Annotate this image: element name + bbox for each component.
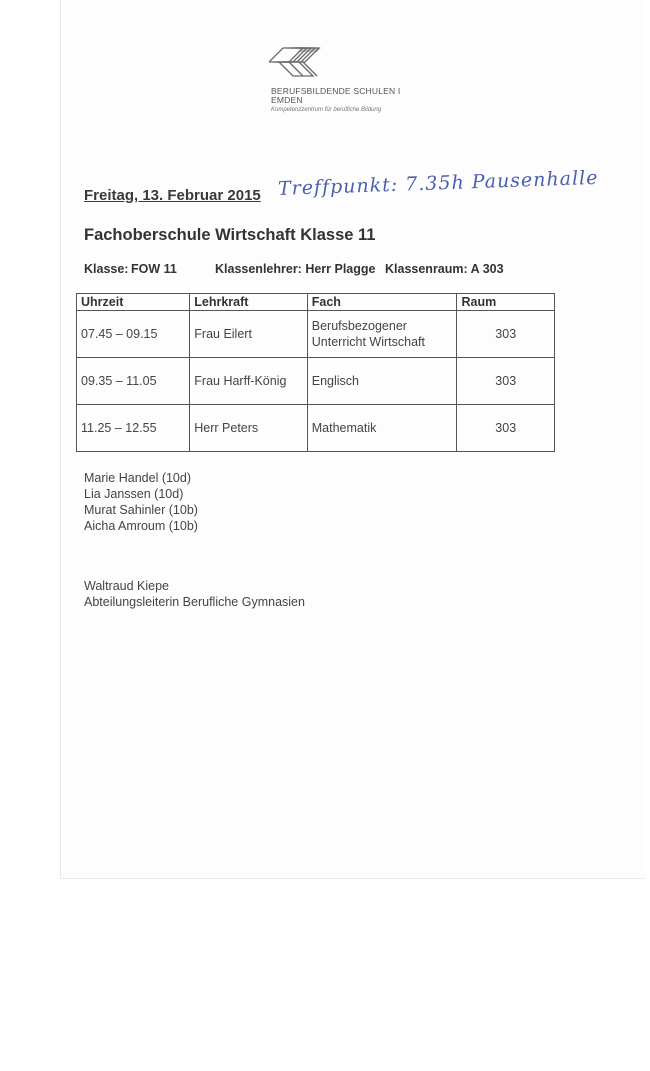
list-item: Lia Janssen (10d) <box>84 487 184 501</box>
class-teacher: Klassenlehrer: Herr Plagge <box>215 262 376 276</box>
cell-teacher: Frau Eilert <box>190 311 307 358</box>
list-item: Aicha Amroum (10b) <box>84 519 198 533</box>
list-item: Marie Handel (10d) <box>84 471 191 485</box>
cell-time: 11.25 – 12.55 <box>77 405 190 452</box>
class-room: Klassenraum: A 303 <box>385 262 504 276</box>
subject-line2: Unterricht Wirtschaft <box>311 335 425 349</box>
cell-teacher: Herr Peters <box>190 405 307 452</box>
student-list <box>84 470 198 534</box>
table-row <box>77 311 555 358</box>
handwritten-note: Treffpunkt: 7.35h Pausenhalle <box>277 166 599 200</box>
cell-room: 303 <box>457 405 555 452</box>
cell-room: 303 <box>457 358 555 405</box>
class-label: Klasse: <box>84 262 129 276</box>
header-room: Raum <box>457 294 555 311</box>
school-name-line2: EMDEN <box>271 95 303 105</box>
cell-room: 303 <box>457 311 555 358</box>
schedule-table <box>76 293 555 452</box>
cell-subject: Englisch <box>307 358 457 405</box>
signature-block <box>84 578 305 610</box>
header-subject: Fach <box>307 294 457 311</box>
signature-role: Abteilungsleiterin Berufliche Gymnasien <box>84 595 305 609</box>
header-time: Uhrzeit <box>77 294 190 311</box>
document-date: Freitag, 13. Februar 2015 <box>84 187 261 204</box>
cell-subject: Mathematik <box>307 405 457 452</box>
cell-time: 07.45 – 09.15 <box>77 311 190 358</box>
header-teacher: Lehrkraft <box>190 294 307 311</box>
class-value: FOW 11 <box>131 262 177 276</box>
cell-subject <box>307 311 457 358</box>
table-header-row <box>77 294 555 311</box>
signature-name: Waltraud Kiepe <box>84 579 169 593</box>
cell-teacher: Frau Harff-König <box>190 358 307 405</box>
list-item: Murat Sahinler (10b) <box>84 503 198 517</box>
subject-line1: Berufsbezogener <box>311 319 407 333</box>
cell-time: 09.35 – 11.05 <box>77 358 190 405</box>
school-name-line1: BERUFSBILDENDE SCHULEN I <box>271 86 401 96</box>
school-tagline: Kompetenzzentrum für berufliche Bildung <box>271 107 382 113</box>
school-logo-icon <box>269 44 429 84</box>
page-title: Fachoberschule Wirtschaft Klasse 11 <box>84 226 376 244</box>
table-row <box>77 405 555 452</box>
table-row <box>77 358 555 405</box>
